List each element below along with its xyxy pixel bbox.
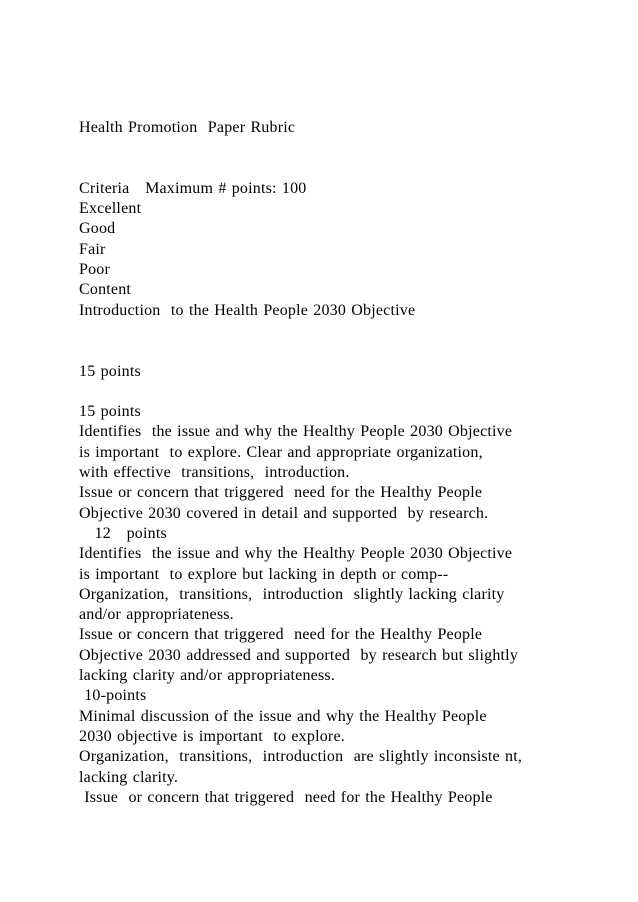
criteria-header: Criteria Maximum # points: 100 [79,179,307,197]
text-line: and/or appropriateness. [79,606,234,624]
text-line: is important to explore. Clear and appropriate organization, [79,443,483,461]
rating-poor: Poor [79,261,111,279]
document-title: Health Promotion Paper Rubric [79,119,296,136]
spacer [79,382,619,402]
text-line: Minimal discussion of the issue and why the Healthy People [79,707,487,725]
text-line: lacking clarity. [79,768,179,786]
max-points: 15 points [79,362,141,380]
section-content: Content [79,281,132,299]
spacer [79,341,619,361]
text-line: Objective 2030 covered in detail and supported by research. [79,504,489,522]
text-line: Identifies the issue and why the Healthy People 2030 Objective [79,423,513,441]
text-line: Identifies the issue and why the Healthy People 2030 Objective [79,545,513,563]
text-line: Issue or concern that triggered need for the Healthy People [79,788,493,806]
criterion-introduction: Introduction to the Health People 2030 Objective [79,301,416,319]
text-line: with effective transitions, introduction. [79,464,350,482]
document-body [79,118,619,808]
text-line: Organization, transitions, introduction are slightly inconsiste nt, [79,748,523,766]
excellent-points: 15 points [79,403,141,421]
text-line: Issue or concern that triggered need for the Healthy People [79,626,483,644]
rating-excellent: Excellent [79,200,142,218]
text-line: is important to explore but lacking in depth or comp-- [79,565,449,583]
text-line: lacking clarity and/or appropriateness. [79,667,336,685]
text-line: Issue or concern that triggered need for the Healthy People [79,484,483,502]
spacer [79,138,619,158]
spacer [79,159,619,179]
text-line: Organization, transitions, introduction slightly lacking clarity [79,585,505,603]
rating-fair: Fair [79,240,106,258]
rating-good: Good [79,220,116,238]
fair-points: 10-points [79,687,147,705]
text-line: Objective 2030 addressed and supported by research but slightly [79,646,519,664]
text-line: 2030 objective is important to explore. [79,727,345,745]
spacer [79,321,619,341]
good-points: 12 points [79,524,167,542]
